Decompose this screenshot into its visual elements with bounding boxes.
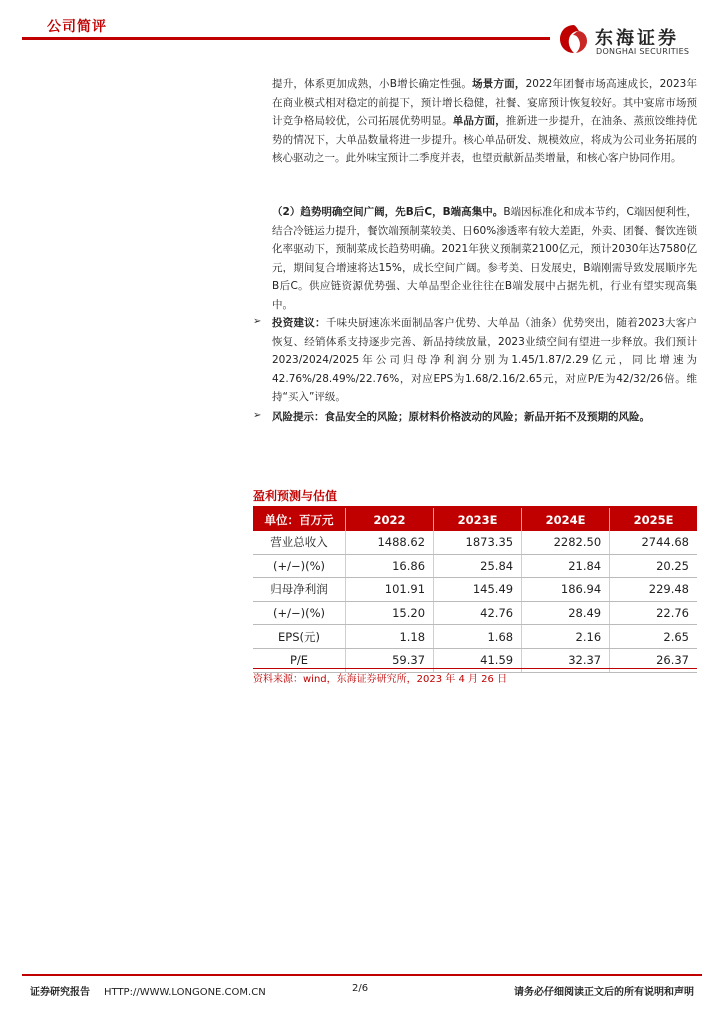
bold-run: （2）趋势明确空间广阔，先B后C，B端高集中。: [272, 206, 504, 218]
text-run: 2022年团餐市场高速成长，2023年在商业模式相对稳定的前提下，预计增长稳健，社餐、宴席预计恢复较好。其中宴席市场预计竞争格局较优，公司拓展优势明显。: [272, 78, 698, 128]
table-header-cell: 2025E: [610, 508, 697, 531]
row-label: 营业总收入: [253, 531, 346, 554]
table-cell: 41.59: [434, 648, 522, 672]
bullet-icon: ➢: [253, 316, 262, 327]
footer-report-type: [30, 983, 266, 998]
table-cell: 26.37: [610, 648, 697, 672]
table-row: [253, 625, 697, 649]
company-logo: [557, 20, 707, 60]
row-label: 归母净利润: [253, 578, 346, 602]
bold-run: 风险提示：食品安全的风险；原材料价格波动的风险；新品开拓不及预期的风险。: [272, 411, 650, 423]
table-header-cell: 单位：百万元: [253, 508, 346, 531]
table-row: [253, 554, 697, 578]
table-cell: 32.37: [522, 648, 610, 672]
table-cell: 1873.35: [434, 531, 522, 554]
bold-run: 场景方面，: [472, 78, 526, 90]
footer-website-link[interactable]: HTTP://WWW.LONGONE.COM.CN: [104, 987, 266, 998]
table-cell: 101.91: [346, 578, 434, 602]
row-label: EPS(元): [253, 625, 346, 649]
table-header-row: [253, 508, 697, 531]
paragraph-risk: [272, 408, 697, 427]
table-cell: 2744.68: [610, 531, 697, 554]
footer-disclaimer: 请务必仔细阅读正文后的所有说明和声明: [514, 987, 694, 998]
table-cell: 2282.50: [522, 531, 610, 554]
logo-chinese-text: 东海证券: [595, 28, 679, 49]
bold-run: 单品方面，: [452, 115, 506, 128]
bold-run: 投资建议：: [272, 317, 326, 329]
text-run: B端因标准化和成本节约，C端因便利性，结合冷链运力提升，餐饮端预制菜较美、日60%渗透率有较大差距，外卖、团餐、餐饮连锁化率驱动下，预制菜成长趋势明确。2021年狭义预制菜2100亿元，预计2030年达7580亿元，期间复合增速将达15%，成长空间广阔。参考美、日发展史，B端刚需导致发展顺序先B后C。供应链资源优势强、大单品型企业往往在B端发展中占据先机，行业有望实现高集中。: [272, 206, 697, 311]
row-label: (+/−)(%): [253, 554, 346, 578]
table-cell: 25.84: [434, 554, 522, 578]
paragraph-investment-advice: [272, 314, 697, 407]
paragraph-scenarios: [272, 75, 697, 168]
row-label: (+/−)(%): [253, 601, 346, 625]
footer-report-label: 证券研究报告: [30, 987, 90, 998]
paragraph-trend: [272, 203, 697, 315]
dragon-logo-icon: [557, 22, 591, 56]
table-cell: 22.76: [610, 601, 697, 625]
text-run: 提升，体系更加成熟，小B增长确定性强。: [272, 78, 473, 90]
table-header-cell: 2022: [346, 508, 434, 531]
table-cell: 1488.62: [346, 531, 434, 554]
table-cell: 145.49: [434, 578, 522, 602]
forecast-table: [253, 508, 697, 673]
table-cell: 2.65: [610, 625, 697, 649]
table-cell: 2.16: [522, 625, 610, 649]
table-cell: 1.68: [434, 625, 522, 649]
table-cell: 21.84: [522, 554, 610, 578]
table-title: 盈利预测与估值: [253, 489, 338, 503]
footer-divider: [22, 974, 702, 976]
text-run: 千味央厨速冻米面制品客户优势、大单品（油条）优势突出，随着2023大客户恢复、经销体系支持逐步完善、新品持续放量，2023业绩空间有望进一步释放。我们预计2023/2024/2025年公司归母净利润分别为1.45/1.87/2.29亿元，同比增速为42.76%/28.49%/22.76%，对应EPS为1.68/2.16/2.65元，对应P/E为42/32/26倍。维持“买入”评级。: [272, 317, 697, 404]
table-header-cell: 2024E: [522, 508, 610, 531]
table-cell: 16.86: [346, 554, 434, 578]
table-cell: 1.18: [346, 625, 434, 649]
bullet-icon: ➢: [253, 410, 262, 421]
table-cell: 59.37: [346, 648, 434, 672]
table-row: [253, 578, 697, 602]
page-header-label: 公司简评: [47, 19, 107, 35]
table-cell: 186.94: [522, 578, 610, 602]
table-cell: 42.76: [434, 601, 522, 625]
row-label: P/E: [253, 648, 346, 672]
text-run: 推新进一步提升，在油条、蒸煎饺维持优势的情况下，大单品数量将进一步提升。核心单品研发、规模效应，将成为公司业务拓展的核心驱动之一。此外味宝预计二季度并表，也望贡献新品类增量，和核心客户协同作用。: [272, 115, 698, 165]
table-source-note: 资料来源：wind，东海证券研究所，2023 年 4 月 26 日: [253, 674, 508, 685]
table-cell: 28.49: [522, 601, 610, 625]
table-bottom-divider: [253, 668, 697, 669]
table-row: [253, 531, 697, 554]
table-cell: 20.25: [610, 554, 697, 578]
table-row: [253, 601, 697, 625]
header-divider: [22, 37, 550, 40]
page-number: 2/6: [352, 983, 369, 994]
logo-english-text: DONGHAI SECURITIES: [596, 47, 690, 56]
table-cell: 229.48: [610, 578, 697, 602]
table-cell: 15.20: [346, 601, 434, 625]
table-header-cell: 2023E: [434, 508, 522, 531]
